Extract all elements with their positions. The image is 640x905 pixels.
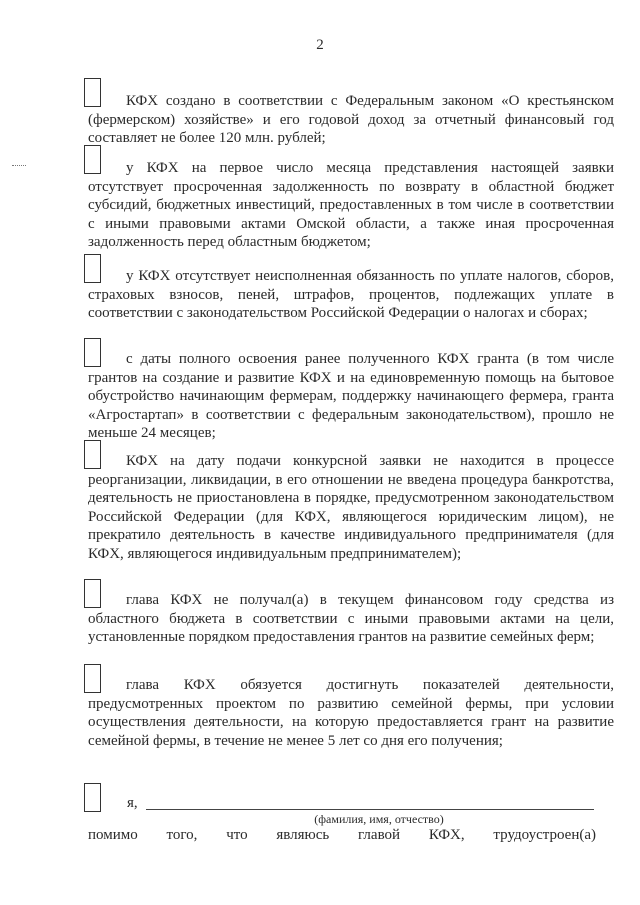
- margin-mark: [12, 165, 26, 166]
- condition-text: глава КФХ обязуется достигнуть показателей деятельности, предусмотренных проектом по развитию семейной фермы, при условии осуществления деятельности, на которую предоставляется грант на развитие семейной фермы, в течение не менее 5 лет со дня его получения;: [88, 677, 614, 749]
- condition-item: [84, 145, 614, 252]
- condition-text: глава КФХ не получал(а) в текущем финансовом году средства из областного бюджета в соответствии с иными правовыми актами на цели, установленные порядком предоставления грантов на развитие семейных ферм;: [88, 592, 614, 645]
- condition-text: КФХ на дату подачи конкурсной заявки не находится в процессе реорганизации, ликвидации, в его отношении не введена процедура банкротства, деятельность не приостановлена в порядке, предусмотренном законодательством Российской Федерации (для КФХ, являющегося юридическим лицом), не прекратило деятельность в качестве индивидуального предпринимателя (для КФХ, являющегося индивидуальным предпринимателем);: [88, 453, 614, 562]
- signature-prefix: я,: [127, 795, 138, 811]
- condition-checkbox[interactable]: [84, 338, 101, 367]
- condition-text: у КФХ отсутствует неисполненная обязанность по уплате налогов, сборов, страховых взносов, пеней, штрафов, процентов, подлежащих уплате в соответствии с законодательством Российской Федерации о налогах и сборах;: [88, 268, 614, 321]
- condition-checkbox[interactable]: [84, 145, 101, 174]
- condition-text: у КФХ на первое число месяца представления настоящей заявки отсутствует просроченная задолженность по возврату в областной бюджет субсидий, бюджетных инвестиций, предоставленных в том числе в соответствии с иными правовыми актами Омской области, а также иная просроченная задолженность перед областным бюджетом;: [88, 160, 614, 250]
- condition-text: с даты полного освоения ранее полученного КФХ гранта (в том числе грантов на создание и развитие КФХ и на единовременную помощь на бытовое обустройство начинающим фермерам, поддержку начинающего фермера, гранта «Агростартап» в соответствии с федеральным законодательством), прошло не меньше 24 месяцев;: [88, 351, 614, 441]
- signature-row: [84, 783, 614, 826]
- condition-checkbox[interactable]: [84, 664, 101, 693]
- full-name-caption: (фамилия, имя, отчество): [314, 812, 444, 826]
- signature-checkbox[interactable]: [84, 783, 101, 812]
- condition-text: КФХ создано в соответствии с Федеральным законом «О крестьянском (фермерском) хозяйстве» и его годовой доход за отчетный финансовый год составляет не более 120 млн. рублей;: [88, 93, 614, 146]
- condition-checkbox[interactable]: [84, 78, 101, 107]
- condition-item: [84, 338, 614, 443]
- page-number: 2: [316, 37, 324, 53]
- condition-checkbox[interactable]: [84, 440, 101, 469]
- condition-item: [84, 254, 614, 323]
- condition-item: [84, 664, 614, 750]
- condition-item: [84, 440, 614, 563]
- continuation-text: помимо того, что являюсь главой КФХ, трудоустроен(а): [88, 827, 596, 843]
- condition-checkbox[interactable]: [84, 254, 101, 283]
- condition-item: [84, 78, 614, 148]
- condition-checkbox[interactable]: [84, 579, 101, 608]
- full-name-line[interactable]: [146, 809, 594, 810]
- condition-item: [84, 579, 614, 647]
